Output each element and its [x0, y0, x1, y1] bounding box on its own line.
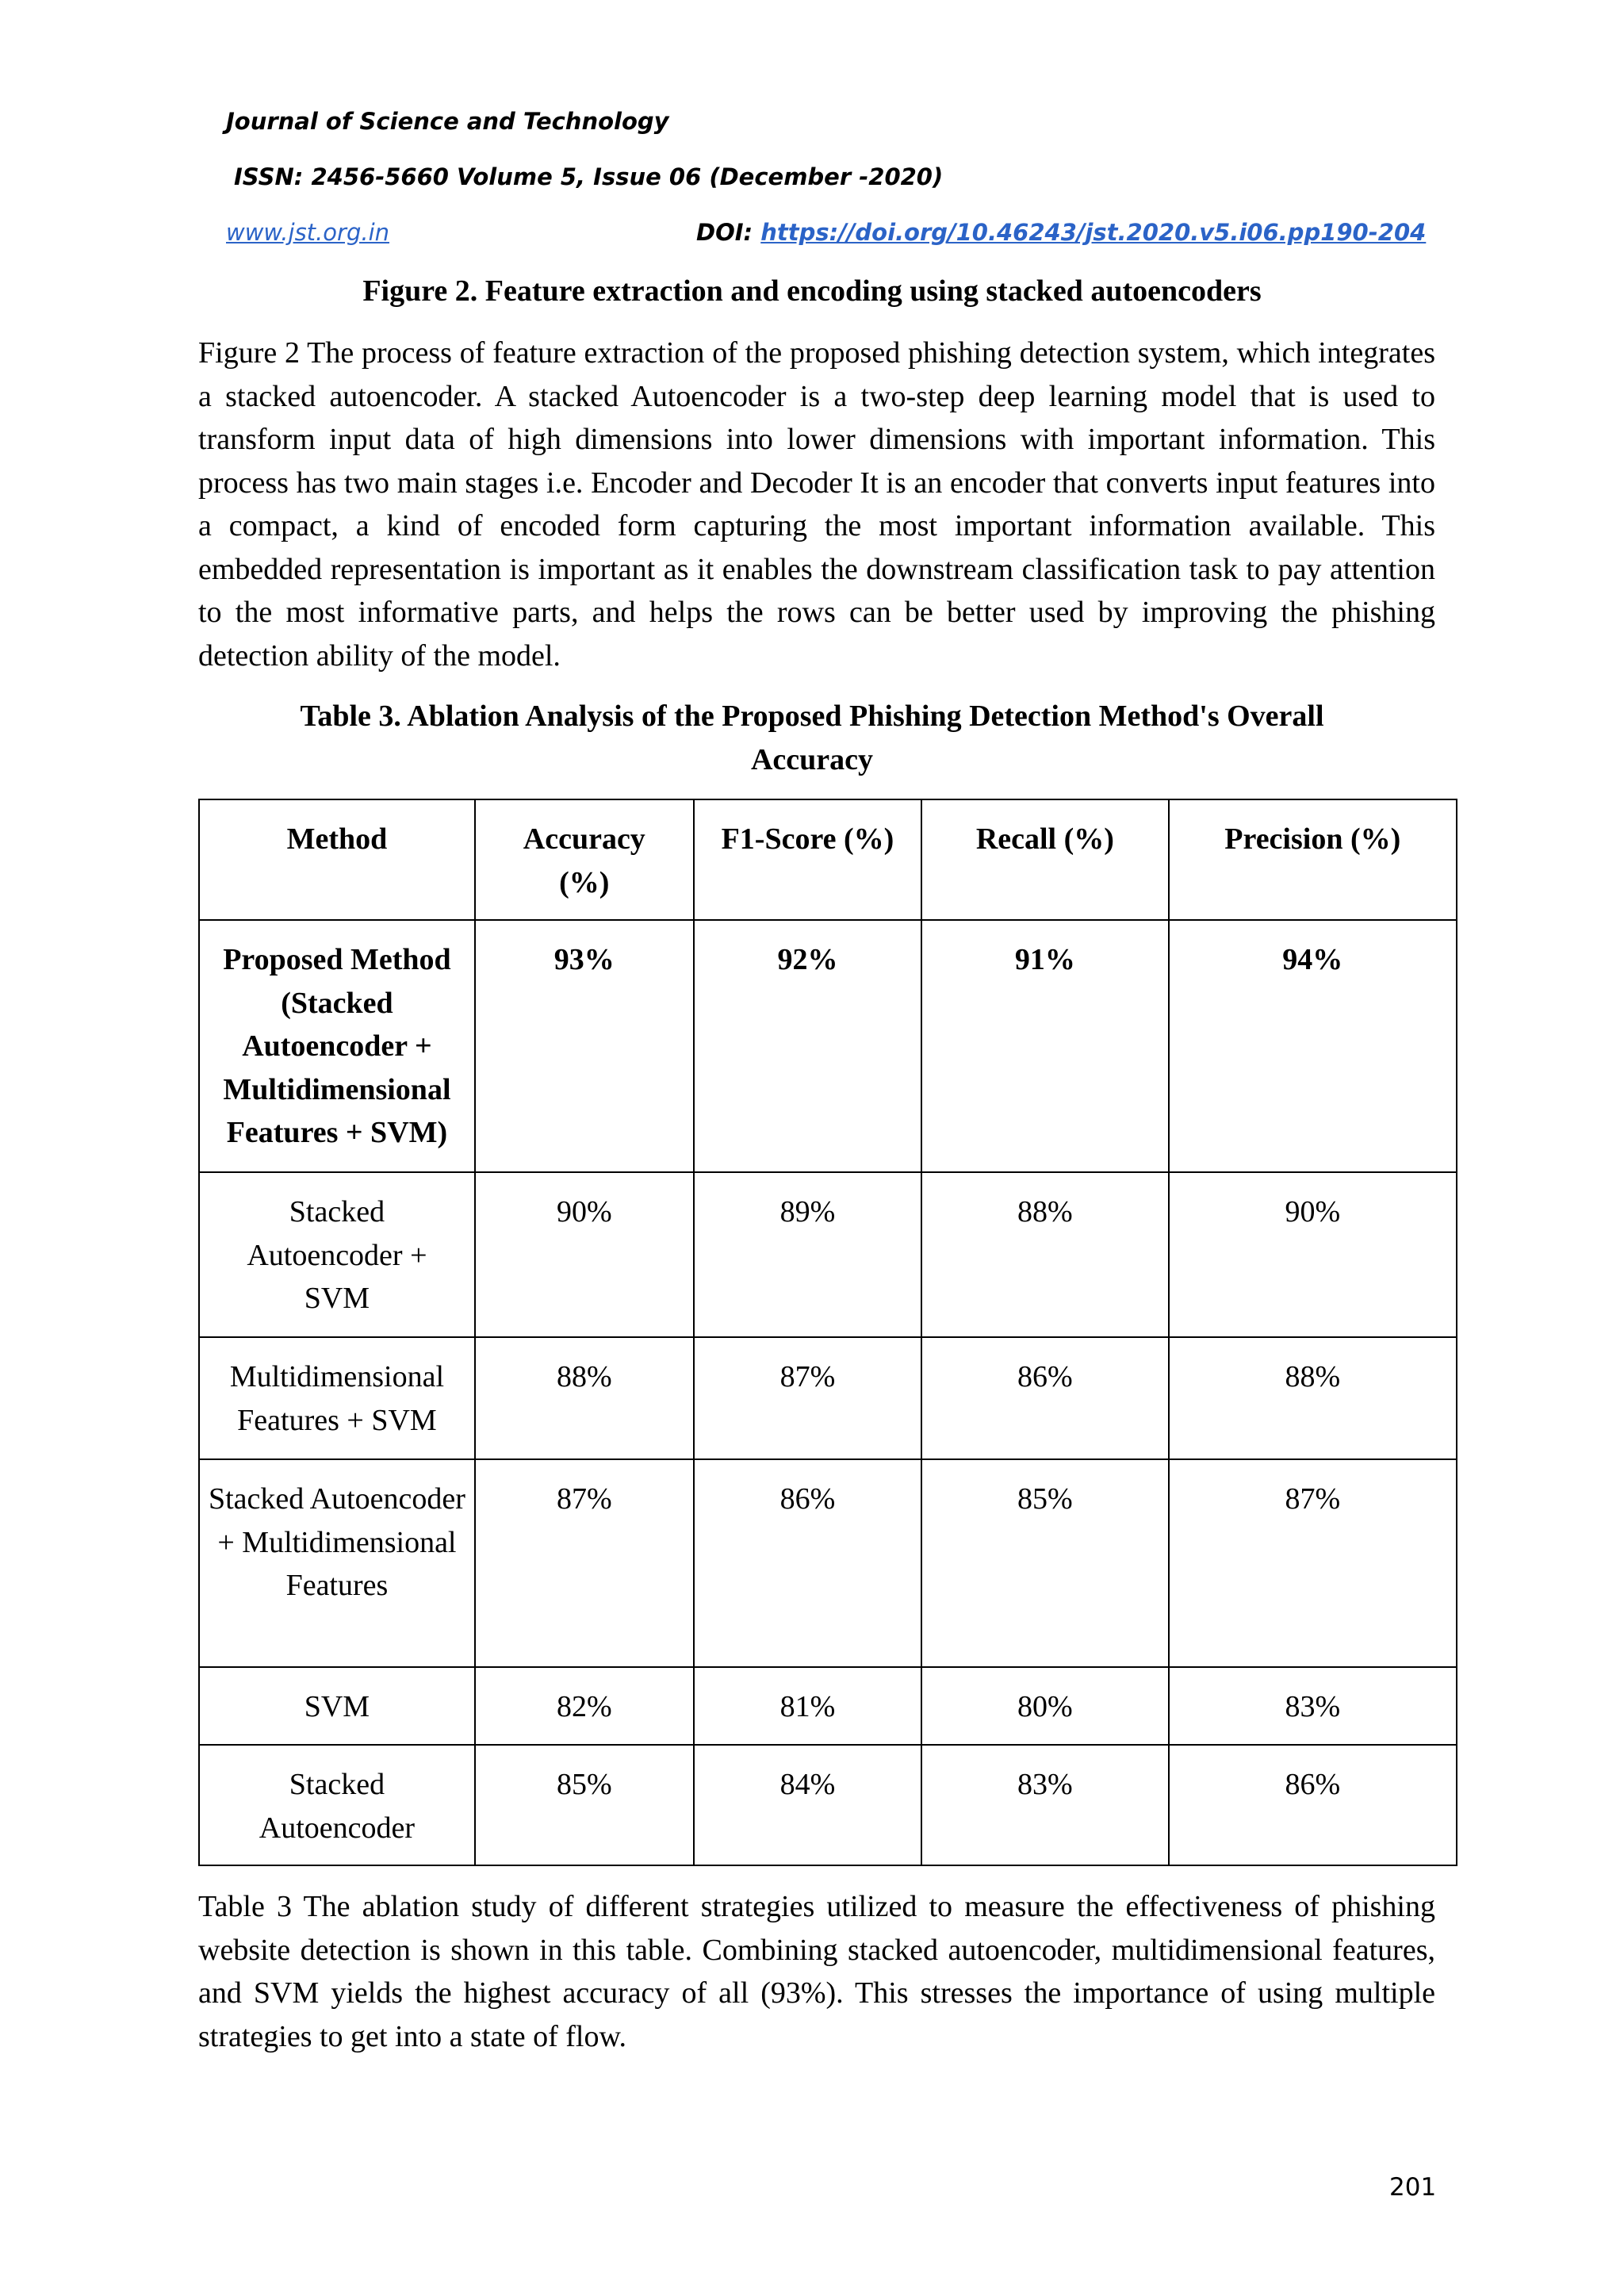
table-caption-line-2: Accuracy	[750, 742, 874, 776]
table-row	[199, 1337, 1457, 1459]
table-row	[199, 1745, 1457, 1865]
cell-method: Stacked Autoencoder + SVM	[199, 1172, 475, 1337]
cell-precision: 86%	[1169, 1745, 1457, 1865]
cell-method: Proposed Method (Stacked Autoencoder + Multidimensional Features + SVM)	[199, 920, 475, 1172]
cell-method: Stacked Autoencoder + Multidimensional Features	[199, 1459, 475, 1667]
journal-issn: ISSN: 2456-5660 Volume 5, Issue 06 (December -2020)	[234, 163, 944, 190]
cell-recall: 88%	[921, 1172, 1168, 1337]
cell-recall: 86%	[921, 1337, 1168, 1459]
table-caption-line-1: Table 3. Ablation Analysis of the Proposed Phishing Detection Method's Overall	[300, 700, 1324, 733]
cell-precision: 94%	[1169, 920, 1457, 1172]
cell-f1-score: 86%	[694, 1459, 921, 1667]
cell-method: SVM	[199, 1667, 475, 1745]
cell-accuracy: 85%	[475, 1745, 694, 1865]
cell-precision: 88%	[1169, 1337, 1457, 1459]
cell-recall: 91%	[921, 920, 1168, 1172]
cell-method: Stacked Autoencoder	[199, 1745, 475, 1865]
header-f1-score: F1-Score (%)	[694, 799, 921, 920]
journal-website-link[interactable]: www.jst.org.in	[226, 219, 390, 246]
figure-caption: Figure 2. Feature extraction and encoding using stacked autoencoders	[362, 274, 1262, 308]
doi-link[interactable]: https://doi.org/10.46243/jst.2020.v5.i06.pp190-204	[760, 219, 1427, 246]
table-row	[199, 1459, 1457, 1667]
cell-accuracy: 87%	[475, 1459, 694, 1667]
cell-f1-score: 84%	[694, 1745, 921, 1865]
table-row	[199, 1172, 1457, 1337]
cell-recall: 83%	[921, 1745, 1168, 1865]
doi-label: DOI:	[696, 219, 761, 246]
ablation-table	[198, 799, 1457, 1866]
table-caption	[0, 695, 1624, 781]
cell-accuracy: 82%	[475, 1667, 694, 1745]
body-paragraph-1: Figure 2 The process of feature extraction of the proposed phishing detection system, which integrates a stacked autoencoder. A stacked Autoencoder is a two-step deep learning model that is used to transform input data of high dimensions into lower dimensions with important information. This process has two main stages i.e. Encoder and Decoder It is an encoder that converts input features into a compact, a kind of encoded form capturing the most important information available. This embedded representation is important as it enables the downstream classification task to pay attention to the most informative parts, and helps the rows can be better used by improving the phishing detection ability of the model.	[198, 336, 1435, 673]
cell-accuracy: 88%	[475, 1337, 694, 1459]
cell-f1-score: 81%	[694, 1667, 921, 1745]
cell-precision: 83%	[1169, 1667, 1457, 1745]
page-number: 201	[1389, 2173, 1437, 2202]
cell-precision: 87%	[1169, 1459, 1457, 1667]
header-recall: Recall (%)	[921, 799, 1168, 920]
cell-accuracy: 90%	[475, 1172, 694, 1337]
doi-line	[696, 219, 1426, 246]
cell-accuracy: 93%	[475, 920, 694, 1172]
table-row	[199, 1667, 1457, 1745]
header-precision: Precision (%)	[1169, 799, 1457, 920]
header-accuracy: Accuracy (%)	[475, 799, 694, 920]
journal-name: Journal of Science and Technology	[226, 108, 669, 135]
cell-method: Multidimensional Features + SVM	[199, 1337, 475, 1459]
cell-precision: 90%	[1169, 1172, 1457, 1337]
table-header-row	[199, 799, 1457, 920]
table-row	[199, 920, 1457, 1172]
cell-recall: 85%	[921, 1459, 1168, 1667]
cell-recall: 80%	[921, 1667, 1168, 1745]
header-method: Method	[199, 799, 475, 920]
body-paragraph-2: Table 3 The ablation study of different strategies utilized to measure the effectiveness of phishing website detection is shown in this table. Combining stacked autoencoder, multidimensional features, and SVM yields the highest accuracy of all (93%). This stresses the importance of using multiple strategies to get into a state of flow.	[198, 1890, 1435, 2053]
cell-f1-score: 89%	[694, 1172, 921, 1337]
cell-f1-score: 92%	[694, 920, 921, 1172]
cell-f1-score: 87%	[694, 1337, 921, 1459]
